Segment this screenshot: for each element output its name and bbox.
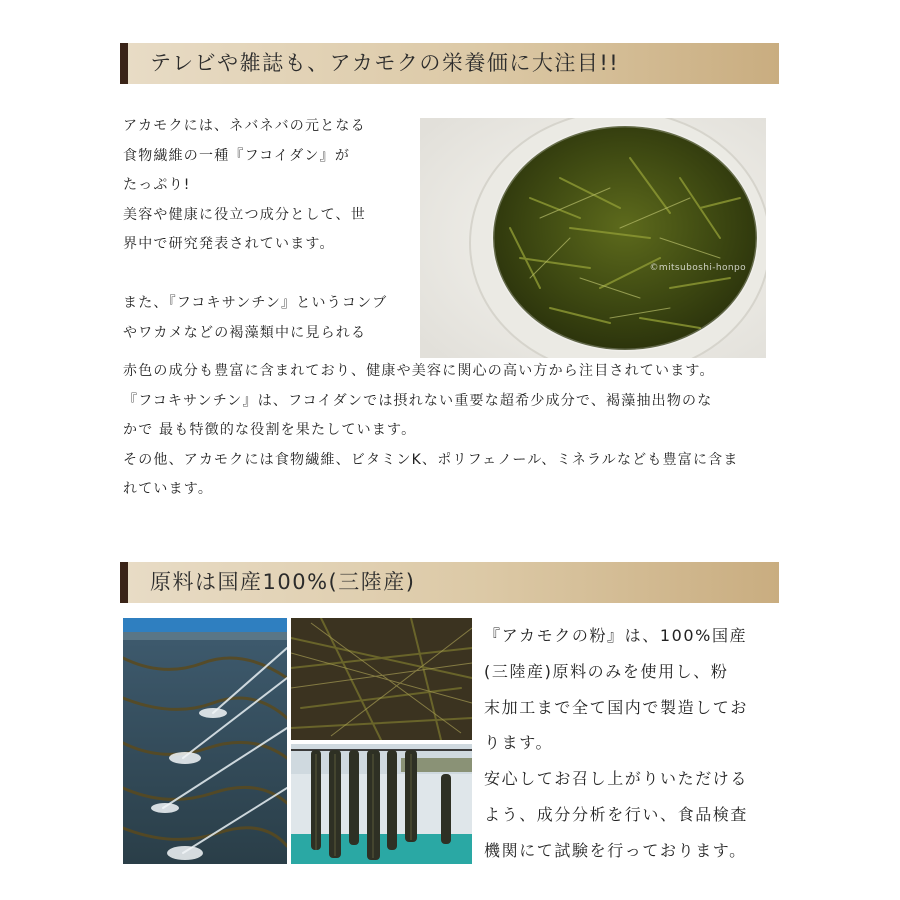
paragraph-line: たっぷり!: [123, 177, 191, 193]
paragraph-line: よう、成分分析を行い、食品検査: [484, 804, 749, 824]
paragraph-line: また、『フコキサンチン』というコンブ: [123, 295, 388, 311]
section-heading-nutrition: [120, 43, 779, 84]
paragraph-line: アカモクには、ネバネバの元となる: [123, 118, 366, 134]
heading-accent-bar: [120, 562, 128, 603]
paragraph-line: ります。: [484, 733, 554, 753]
paragraph-line: れています。: [123, 481, 214, 497]
paragraph-line: 界中で研究発表されています。: [123, 236, 335, 252]
paragraph-line: かで 最も特徴的な役割を果たしています。: [123, 422, 417, 438]
paragraph-line: 食物繊維の一種『フコイダン』が: [123, 147, 351, 164]
photo-watermark: ©mitsuboshi-honpo: [649, 263, 746, 273]
section-heading-text: 原料は国産100%(三陸産): [150, 570, 416, 594]
paragraph-line: 安心してお召し上がりいただける: [484, 769, 749, 789]
paragraph-line: 『フコキサンチン』は、フコイダンでは摂れない重要な超希少成分で、褐藻抽出物のな: [123, 392, 713, 409]
paragraph-line: その他、アカモクには食物繊維、ビタミンK、ポリフェノール、ミネラルなども豊富に含ま: [123, 451, 739, 468]
section-heading-text: テレビや雑誌も、アカモクの栄養価に大注目!!: [150, 51, 620, 75]
paragraph-line: (三陸産)原料のみを使用し、粉: [484, 661, 729, 681]
paragraph-line: やワカメなどの褐藻類中に見られる: [123, 324, 367, 341]
seaweed-drying-photo: [291, 744, 472, 864]
seaweed-washing-tank-photo: [123, 618, 287, 864]
akamoku-bowl-photo: [420, 118, 766, 358]
nutrition-paragraph-top: [123, 112, 388, 348]
paragraph-line: 赤色の成分も豊富に含まれており、健康や美容に関心の高い方から注目されています。: [123, 363, 715, 379]
paragraph-line: 機関にて試験を行っております。: [484, 840, 747, 860]
paragraph-line-blank: [123, 260, 388, 290]
paragraph-line: 『アカモクの粉』は、100%国産: [484, 626, 748, 645]
heading-accent-bar: [120, 43, 128, 84]
nutrition-paragraph-bottom: [123, 357, 739, 505]
section-heading-origin: [120, 562, 779, 603]
seaweed-closeup-photo: [291, 618, 472, 740]
origin-paragraph: [484, 618, 784, 869]
paragraph-line: 末加工まで全て国内で製造してお: [484, 697, 749, 717]
paragraph-line: 美容や健康に役立つ成分として、世: [123, 206, 366, 223]
